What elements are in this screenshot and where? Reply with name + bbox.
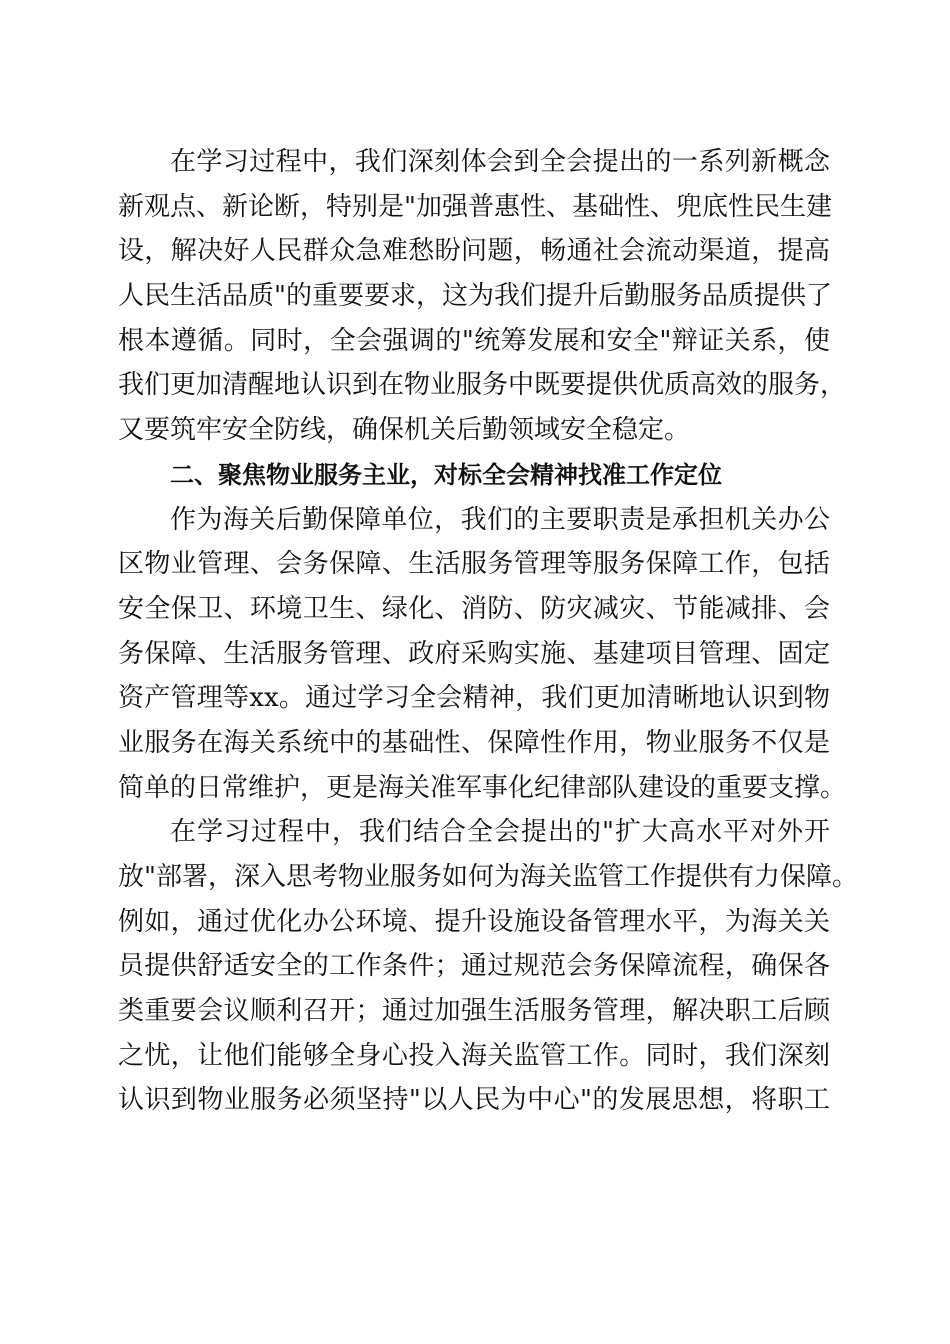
text-line: 认识到物业服务必须坚持"以人民为中心"的发展思想，将职工 — [118, 1085, 830, 1116]
text-line: 新观点、新论断，特别是"加强普惠性、基础性、兜底性民生建 — [118, 191, 832, 222]
text-line: 例如，通过优化办公环境、提升设施设备管理水平，为海关关 — [118, 906, 830, 937]
text-line: 务保障、生活服务管理、政府采购实施、基建项目管理、固定 — [118, 638, 830, 669]
text-line: 根本遵循。同时，全会强调的"统筹发展和安全"辩证关系，使 — [118, 325, 830, 356]
text-line: 设，解决好人民群众急难愁盼问题，畅通社会流动渠道，提高 — [118, 236, 830, 267]
document-page — [118, 140, 858, 1123]
text-line: 区物业管理、会务保障、生活服务管理等服务保障工作，包括 — [118, 549, 830, 580]
paragraph-2 — [118, 498, 847, 811]
paragraph-3 — [118, 810, 858, 1123]
text-line: 又要筑牢安全防线，确保机关后勤领域安全稳定。 — [118, 415, 691, 446]
section-heading-text: 二、聚焦物业服务主业，对标全会精神找准工作定位 — [170, 460, 722, 489]
text-line: 我们更加清醒地认识到在物业服务中既要提供优质高效的服务， — [118, 370, 847, 401]
text-line: 之忧，让他们能够全身心投入海关监管工作。同时，我们深刻 — [118, 1040, 830, 1071]
paragraph-1 — [118, 140, 847, 453]
text-line: 在学习过程中，我们结合全会提出的"扩大高水平对外开 — [170, 817, 830, 848]
text-line: 业服务在海关系统中的基础性、保障性作用，物业服务不仅是 — [118, 727, 830, 758]
section-heading-2 — [118, 453, 830, 498]
text-line: 在学习过程中，我们深刻体会到全会提出的一系列新概念 — [170, 147, 830, 177]
text-line: 人民生活品质"的重要要求，这为我们提升后勤服务品质提供了 — [118, 281, 832, 312]
text-line: 员提供舒适安全的工作条件；通过规范会务保障流程，确保各 — [118, 951, 830, 982]
text-line: 资产管理等xx。通过学习全会精神，我们更加清晰地认识到物 — [118, 683, 830, 714]
text-line: 作为海关后勤保障单位，我们的主要职责是承担机关办公 — [170, 504, 830, 535]
text-line: 放"部署，深入思考物业服务如何为海关监管工作提供有力保障。 — [118, 862, 858, 892]
text-line: 类重要会议顺利召开；通过加强生活服务管理，解决职工后顾 — [118, 996, 830, 1027]
text-line: 安全保卫、环境卫生、绿化、消防、防灾减灾、节能减排、会 — [118, 593, 830, 624]
text-line: 简单的日常维护，更是海关准军事化纪律部队建设的重要支撑。 — [118, 772, 847, 803]
